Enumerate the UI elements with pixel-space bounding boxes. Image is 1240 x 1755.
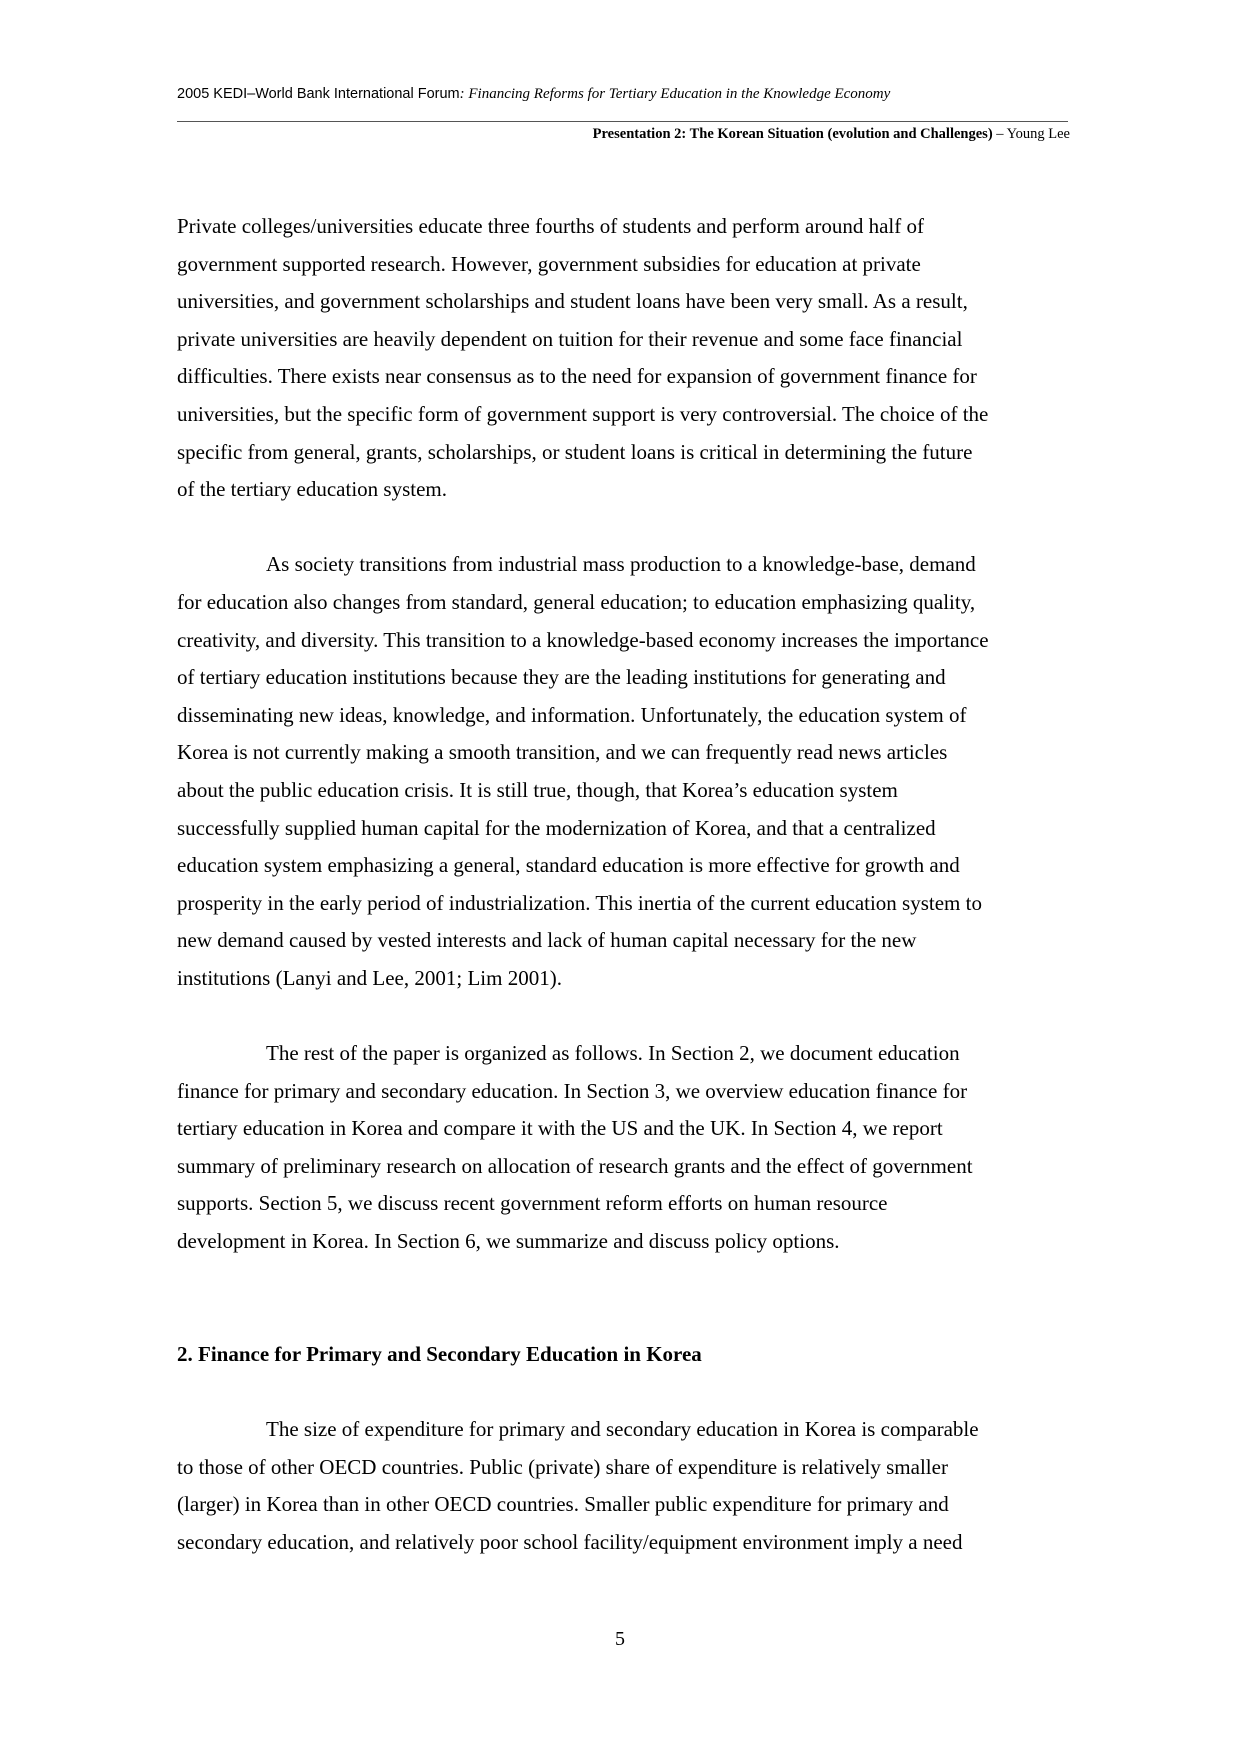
page-number: 5 <box>615 1628 625 1650</box>
text-line: institutions (Lanyi and Lee, 2001; Lim 2001). <box>177 965 562 990</box>
text-line: new demand caused by vested interests and lack of human capital necessary for the new <box>177 928 917 953</box>
text-line: of tertiary education institutions because they are the leading institutions for generating and <box>177 665 946 690</box>
text-line: As society transitions from industrial mass production to a knowledge-base, demand <box>266 552 976 577</box>
paragraph-2 <box>177 546 1072 997</box>
section-heading: 2. Finance for Primary and Secondary Education in Korea <box>177 1341 702 1366</box>
text-line: universities, but the specific form of government support is very controversial. The choice of the <box>177 401 989 426</box>
text-line: creativity, and diversity. This transition to a knowledge-based economy increases the importance <box>177 627 989 652</box>
text-line: summary of preliminary research on allocation of research grants and the effect of government <box>177 1153 973 1178</box>
text-line: successfully supplied human capital for the modernization of Korea, and that a centralized <box>177 815 936 840</box>
text-line: The size of expenditure for primary and secondary education in Korea is comparable <box>266 1417 979 1441</box>
text-line: to those of other OECD countries. Public (private) share of expenditure is relatively smaller <box>177 1454 948 1479</box>
text-line: (larger) in Korea than in other OECD countries. Smaller public expenditure for primary and <box>177 1492 949 1517</box>
text-line: difficulties. There exists near consensus as to the need for expansion of government finance for <box>177 364 977 389</box>
header-colon: : <box>459 86 465 102</box>
text-line: universities, and government scholarships and student loans have been very small. As a result, <box>177 289 968 314</box>
text-line: education system emphasizing a general, standard education is more effective for growth and <box>177 853 960 878</box>
text-line: government supported research. However, government subsidies for education at private <box>177 251 921 276</box>
text-line: Private colleges/universities educate three fourths of students and perform around half of <box>177 214 925 238</box>
text-line: of the tertiary education system. <box>177 477 447 502</box>
presentation-header <box>593 126 1070 143</box>
text-line: Korea is not currently making a smooth transition, and we can frequently read news articles <box>177 740 948 765</box>
running-header <box>177 86 1077 103</box>
forum-name: 2005 KEDI–World Bank International Forum <box>177 86 460 102</box>
text-line: secondary education, and relatively poor school facility/equipment environment imply a need <box>177 1529 963 1554</box>
presentation-title: Presentation 2: The Korean Situation (evolution and Challenges) <box>592 126 993 142</box>
text-line: finance for primary and secondary education. In Section 3, we overview education finance for <box>177 1078 968 1103</box>
author-name: – Young Lee <box>992 126 1070 142</box>
text-line: about the public education crisis. It is still true, though, that Korea’s education system <box>177 777 898 802</box>
text-line: private universities are heavily dependent on tuition for their revenue and some face financial <box>177 326 963 351</box>
text-line: development in Korea. In Section 6, we summarize and discuss policy options. <box>177 1229 840 1254</box>
text-line: disseminating new ideas, knowledge, and information. Unfortunately, the education system of <box>177 702 967 727</box>
forum-subtitle: Financing Reforms for Tertiary Education in the Knowledge Economy <box>464 86 891 102</box>
text-line: tertiary education in Korea and compare it with the US and the UK. In Section 4, we report <box>177 1116 943 1141</box>
paragraph-1 <box>177 208 1072 509</box>
body-text <box>177 208 1072 1561</box>
header-rule <box>177 121 1068 122</box>
text-line: specific from general, grants, scholarships, or student loans is critical in determining the future <box>177 439 973 464</box>
text-line: The rest of the paper is organized as follows. In Section 2, we document education <box>266 1041 960 1066</box>
paragraph-3 <box>177 1035 1072 1261</box>
paragraph-4 <box>177 1411 1072 1561</box>
text-line: prosperity in the early period of industrialization. This inertia of the current education system to <box>177 890 982 915</box>
text-line: for education also changes from standard, general education; to education emphasizing quality, <box>177 589 976 614</box>
text-line: supports. Section 5, we discuss recent government reform efforts on human resource <box>177 1191 888 1216</box>
